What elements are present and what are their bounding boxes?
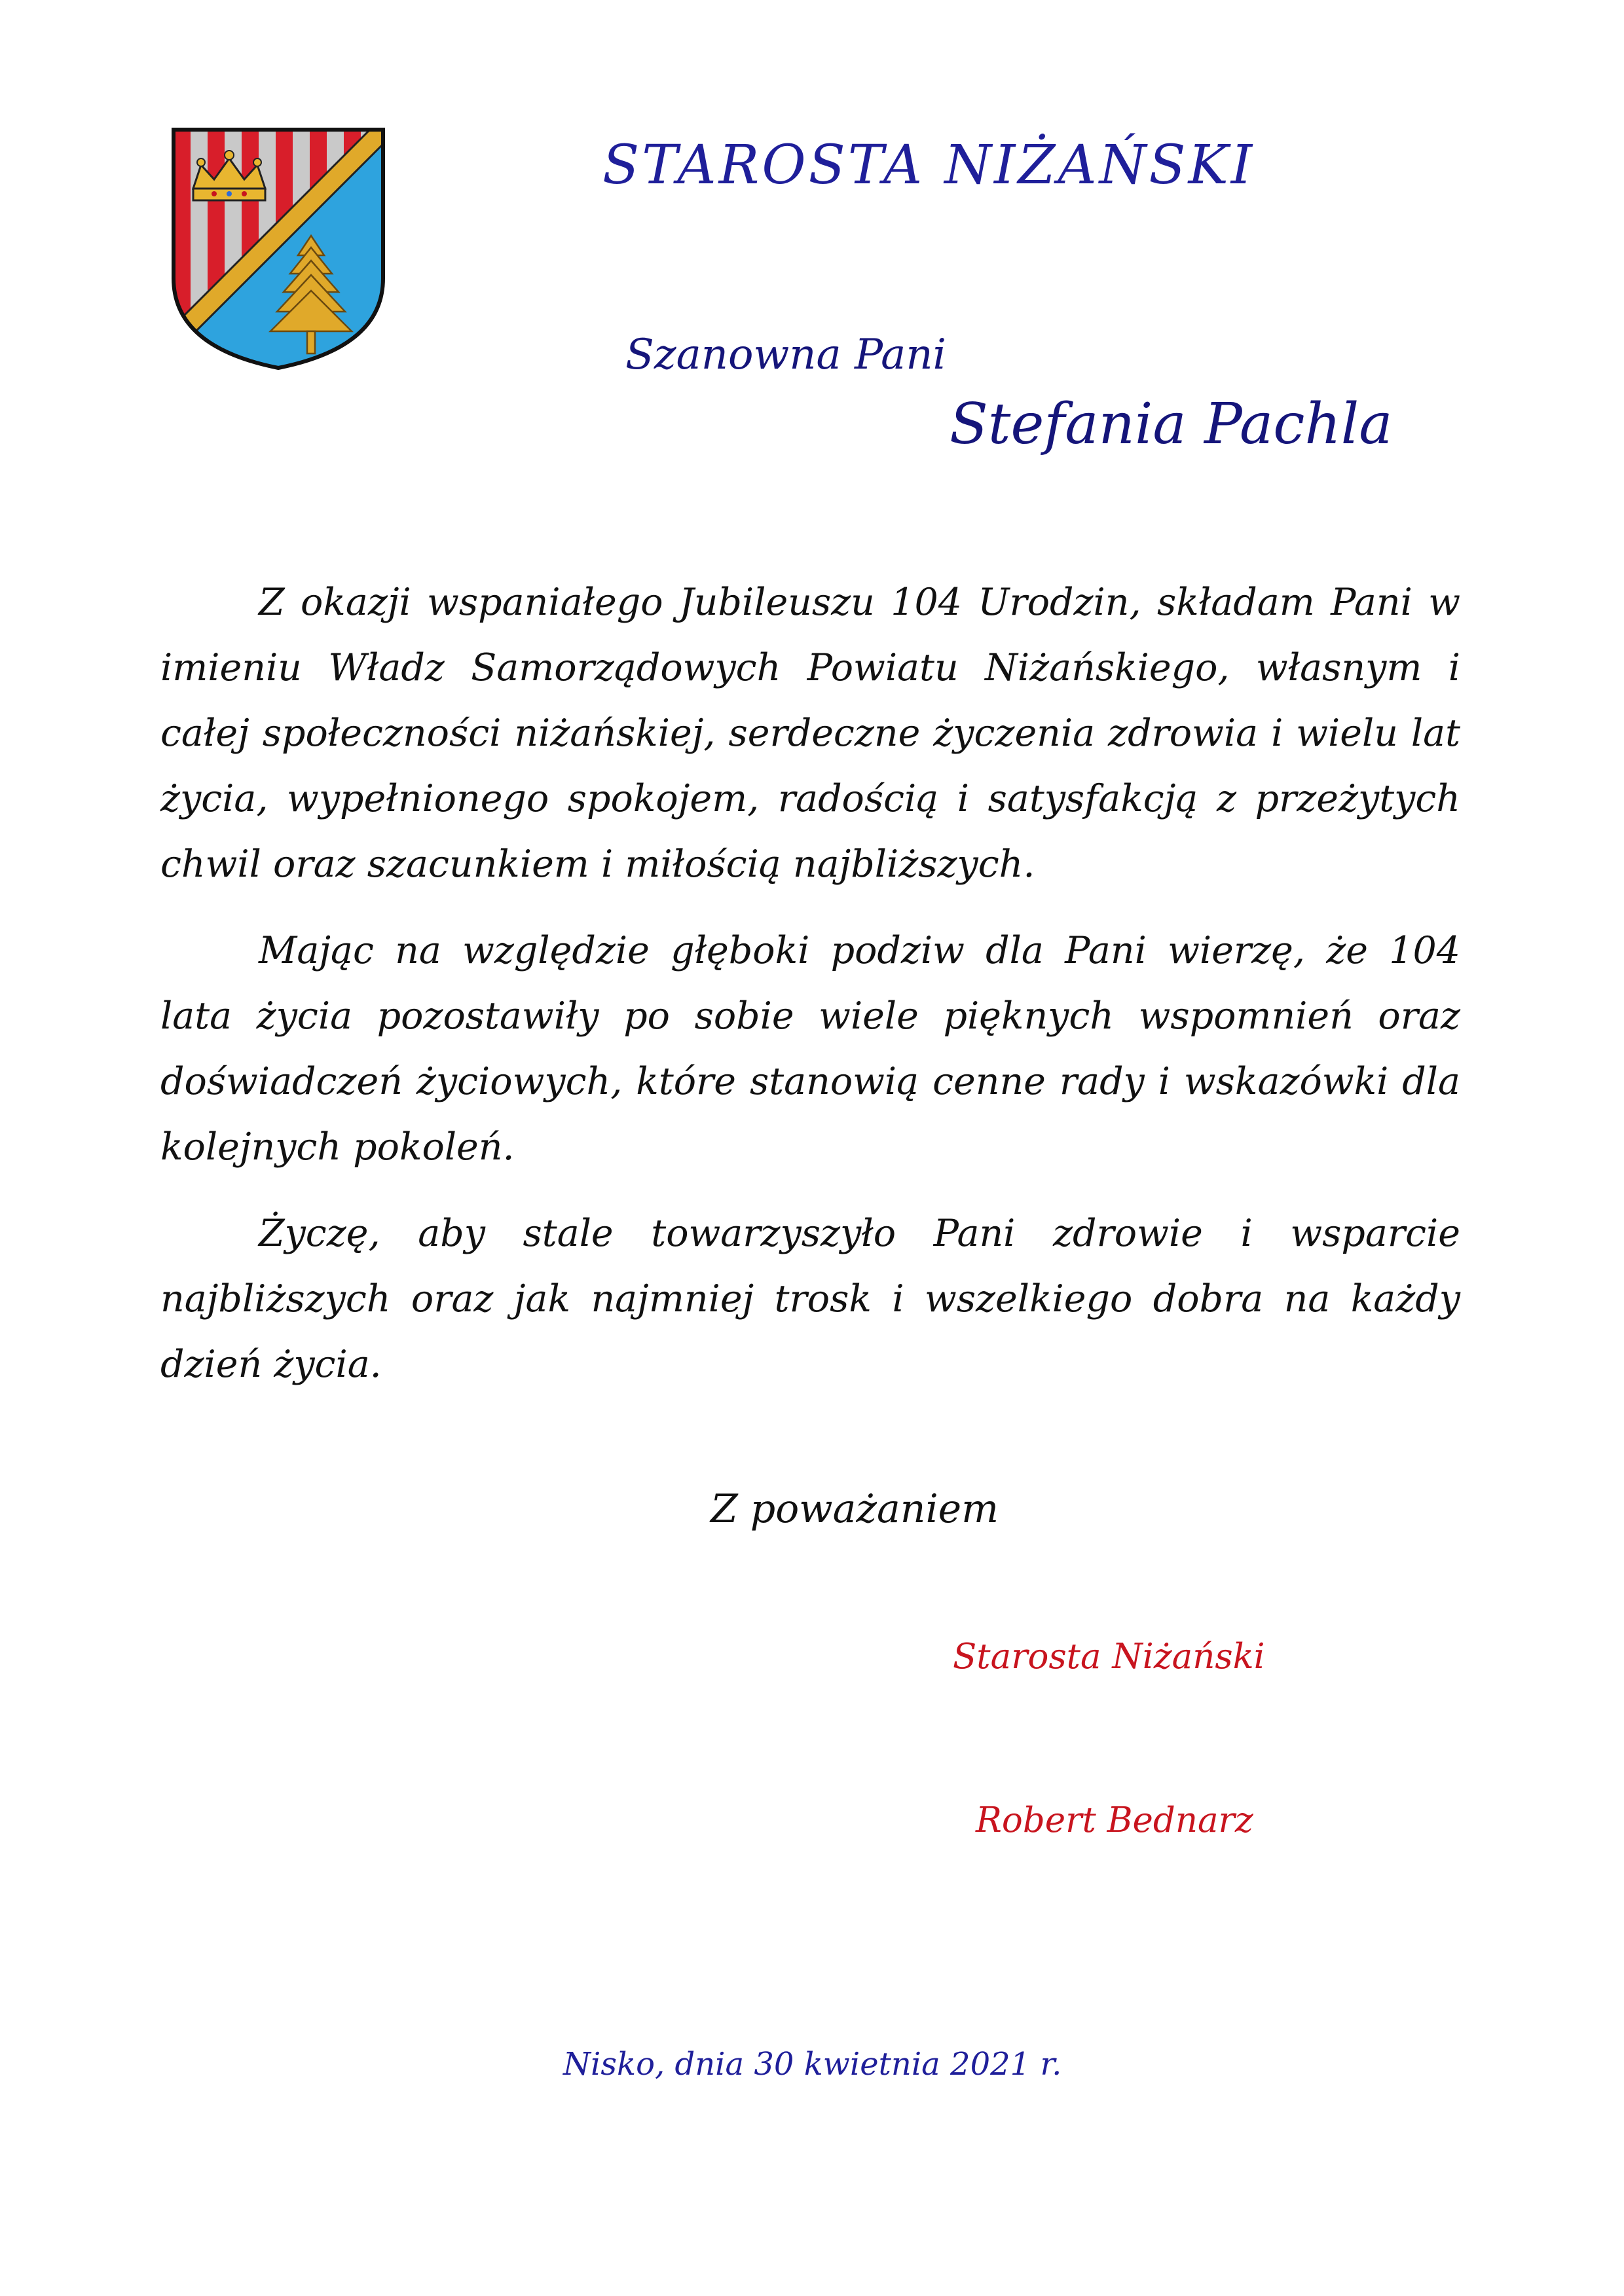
salutation: Szanowna Pani xyxy=(625,331,946,379)
place-and-date: Nisko, dnia 30 kwietnia 2021 r. xyxy=(563,2046,1062,2083)
letter-body xyxy=(160,570,1460,1418)
signature-title: Starosta Niżański xyxy=(953,1637,1265,1677)
header-title: STAROSTA NIŻAŃSKI xyxy=(602,134,1255,196)
recipient-name: Stefania Pachla xyxy=(950,392,1393,457)
coat-of-arms-icon xyxy=(167,124,390,373)
body-paragraph: Z okazji wspaniałego Jubileuszu 104 Urodzin, składam Pani w imieniu Władz Samorządowych Powiatu Niżańskiego, własnym i całej społeczności niżańskiej, serdeczne życzenia zdrowia i wielu lat życia, wypełnionego spokojem, radością i satysfakcją z przeżytych chwil oraz szacunkiem i miłością najbliższych. xyxy=(160,581,1460,886)
closing-phrase: Z poważaniem xyxy=(710,1486,999,1532)
body-paragraph: Mając na względzie głęboki podziw dla Pani wierzę, że 104 lata życia pozostawiły po sobie wiele pięknych wspomnień oraz doświadczeń życiowych, które stanowią cenne rady i wskazówki dla kolejnych pokoleń. xyxy=(160,929,1460,1169)
body-paragraph: Życzę, aby stale towarzyszyło Pani zdrowie i wsparcie najbliższych oraz jak najmniej trosk i wszelkiego dobra na każdy dzień życia. xyxy=(160,1212,1460,1386)
signature-name: Robert Bednarz xyxy=(976,1800,1253,1840)
